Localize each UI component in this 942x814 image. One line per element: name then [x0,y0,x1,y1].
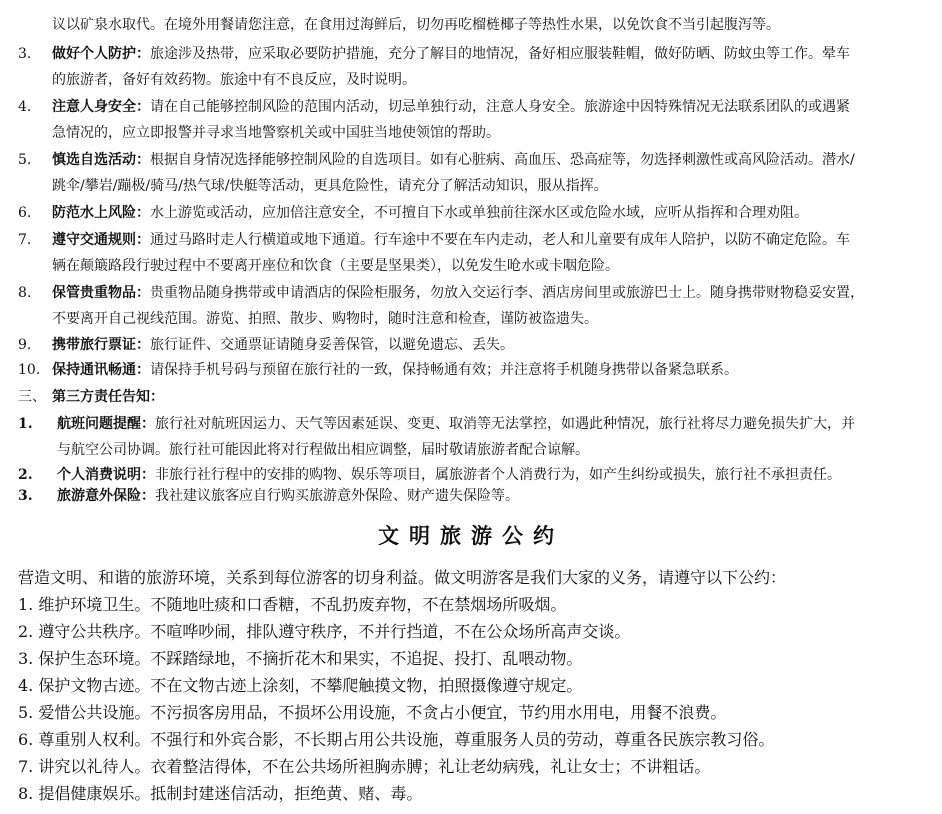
item-number: 3. [18,488,33,504]
item-text: 非旅行社行程中的安排的购物、娱乐等项目，属旅游者个人消费行为，如产生纠纷或损失，旅行社不承担责任。 [155,467,841,483]
item-title: 做好个人防护： [52,46,150,62]
item-title: 防范水上风险： [52,205,150,221]
item-title: 旅游意外保险： [57,488,155,504]
convention-item: 6. 尊重别人权利。不强行和外宾合影，不长期占用公共设施，尊重服务人员的劳动，尊重各民族宗教习俗。 [18,730,775,749]
item-number: 9. [18,337,32,353]
item-text: 我社建议旅客应自行购买旅游意外保险、财产遗失保险等。 [155,488,519,504]
item-number: 3. [18,46,32,62]
list-item [52,357,738,383]
item-title: 注意人身安全： [52,99,150,115]
item-title: 遵守交通规则： [52,232,150,248]
item-title: 保持通讯畅通： [52,362,150,378]
item-number: 8. [18,285,32,301]
item-number: 5. [18,152,32,168]
convention-item: 1. 维护环境卫生。不随地吐痰和口香糖，不乱扔废弃物，不在禁烟场所吸烟。 [18,595,567,614]
list-item [52,94,850,120]
item-number: 6. [18,205,32,221]
convention-item: 5. 爱惜公共设施。不污损客房用品，不损坏公用设施，不贪占小便宜，节约用水用电，用餐不浪费。 [18,703,727,722]
list-item [52,332,514,358]
item-number: 10. [18,362,41,378]
section-heading: 第三方责任告知： [52,389,164,405]
item-text-continued: 不要离开自己视线范围。游览、拍照、散步、购物时，随时注意和检查，谨防被盗遗失。 [52,311,598,327]
list-item [52,147,855,173]
convention-item: 2. 遵守公共秩序。不喧哗吵闹，排队遵守秩序，不并行挡道，不在公众场所高声交谈。 [18,622,631,641]
item-number: 2. [18,467,33,483]
item-text: 通过马路时走人行横道或地下通道。行车途中不要在车内走动，老人和儿童要有成年人陪护，以防不确定危险。车 [150,232,850,248]
item-title: 个人消费说明： [57,467,155,483]
item-text: 根据自身情况选择能够控制风险的自选项目。如有心脏病、高血压、恐高症等，勿选择刺激性或高风险活动。潜水/ [150,152,855,168]
convention-intro: 营造文明、和谐的旅游环境，关系到每位游客的切身利益。做文明游客是我们大家的义务，请遵守以下公约： [18,568,787,587]
intro-tail-text: 议以矿泉水取代。在境外用餐请您注意，在食用过海鲜后，切勿再吃榴梿椰子等热性水果，以免饮食不当引起腹泻等。 [52,17,780,33]
convention-item: 7. 讲究以礼待人。衣着整洁得体，不在公共场所袒胸赤膊；礼让老幼病残，礼让女士；不讲粗话。 [18,757,711,776]
convention-item: 8. 提倡健康娱乐。抵制封建迷信活动，拒绝黄、赌、毒。 [18,784,423,803]
list-item [57,483,519,509]
section-number: 三、 [18,389,46,405]
item-text-continued: 急情况的，应立即报警并寻求当地警察机关或中国驻当地使领馆的帮助。 [52,125,500,141]
item-text: 请在自己能够控制风险的范围内活动，切忌单独行动，注意人身安全。旅游途中因特殊情况无法联系团队的或遇紧 [150,99,850,115]
item-text: 请保持手机号码与预留在旅行社的一致，保持畅通有效；并注意将手机随身携带以备紧急联系。 [150,362,738,378]
list-item [52,41,850,67]
convention-item: 3. 保护生态环境。不踩踏绿地，不摘折花木和果实，不追捉、投打、乱喂动物。 [18,649,583,668]
item-text: 贵重物品随身携带或申请酒店的保险柜服务，勿放入交运行李、酒店房间里或旅游巴士上。随身携带财物稳妥安置， [150,285,864,301]
list-item [52,280,864,306]
list-item [57,411,855,437]
list-item [52,200,808,226]
item-text-continued: 的旅游者，备好有效药物。旅途中有不良反应，及时说明。 [52,72,416,88]
item-text: 水上游览或活动，应加倍注意安全，不可擅自下水或单独前往深水区或危险水域，应听从指挥和合理劝阻。 [150,205,808,221]
item-number: 4. [18,99,32,115]
item-title: 携带旅行票证： [52,337,150,353]
item-text: 旅途涉及热带，应采取必要防护措施，充分了解目的地情况，备好相应服装鞋帽，做好防晒、防蚊虫等工作。晕车 [150,46,850,62]
convention-item: 4. 保护文物古迹。不在文物古迹上涂刻，不攀爬触摸文物，拍照摄像遵守规定。 [18,676,583,695]
item-title: 保管贵重物品： [52,285,150,301]
item-text-continued: 与航空公司协调。旅行社可能因此将对行程做出相应调整，届时敬请旅游者配合谅解。 [57,442,589,458]
convention-title: 文明旅游公约 [378,523,564,548]
item-title: 慎选自选活动： [52,152,150,168]
item-number: 1. [18,416,33,432]
item-title: 航班问题提醒： [57,416,155,432]
item-text: 旅行社对航班因运力、天气等因素延误、变更、取消等无法掌控，如遇此种情况，旅行社将尽力避免损失扩大，并 [155,416,855,432]
item-text-continued: 跳伞/攀岩/蹦极/骑马/热气球/快艇等活动，更具危险性，请充分了解活动知识，服从指挥。 [52,178,608,194]
item-number: 7. [18,232,32,248]
item-text: 旅行证件、交通票证请随身妥善保管，以避免遗忘、丢失。 [150,337,514,353]
list-item [52,227,850,253]
item-text-continued: 辆在颠簸路段行驶过程中不要离开座位和饮食（主要是坚果类），以免发生呛水或卡咽危险。 [52,258,619,274]
